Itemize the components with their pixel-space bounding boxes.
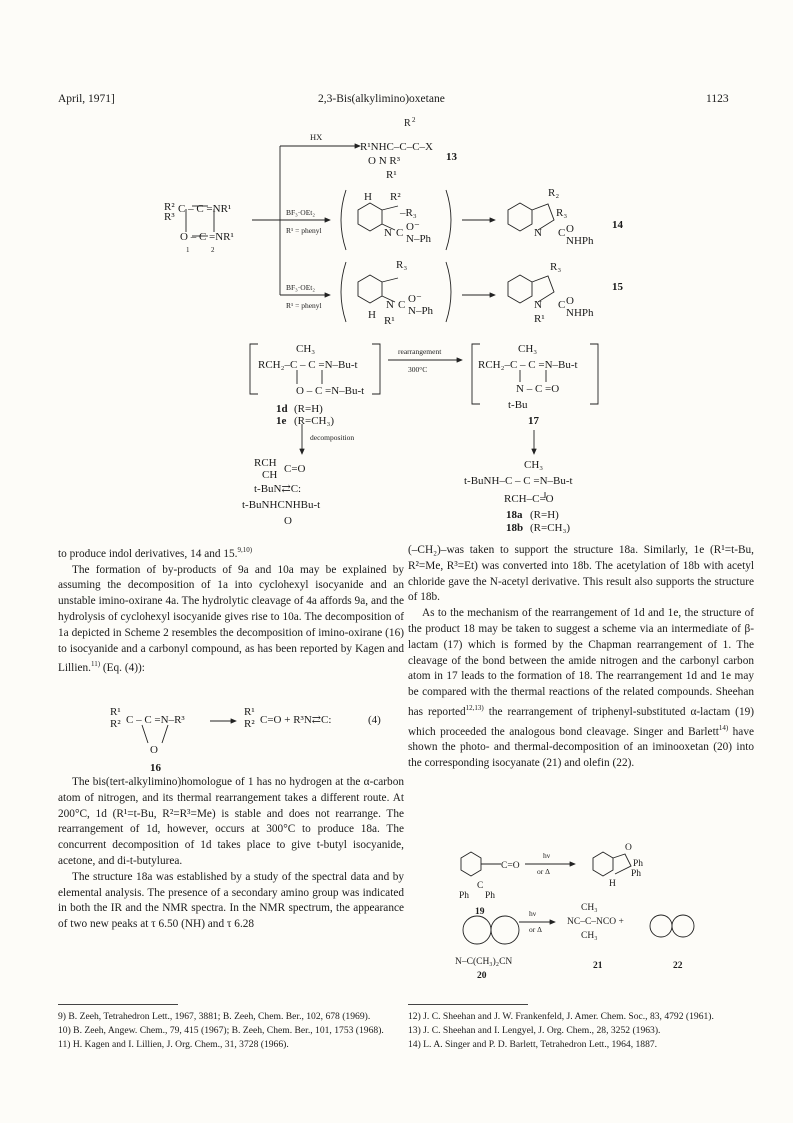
footnote: 14) L. A. Singer and P. D. Barlett, Tetrahedron Lett., 1964, 1887.	[408, 1039, 658, 1050]
reagent-hx: HX	[310, 132, 323, 142]
svg-text:R²: R²	[110, 718, 121, 730]
label-decomposition: decomposition	[310, 433, 355, 442]
svg-text:O⁻: O⁻	[406, 221, 420, 233]
svg-text:O: O	[566, 295, 574, 307]
paragraph: As to the mechanism of the rearrangement of 1d and 1e, the structure of the product 18 may be taken to suggest a scheme via an intermediate of β-lactam (17) which is formed by the Chapman rearrangement of 1. The cleavage of the bond between the amide nitrogen and the carbonyl carbon atom in 17 leads to the formation of 18. The rearrangement 1d and 1e may be compared with the thermal reactions of the related compounds. Sheehan has reported$^{12,13)}$ the rearrangement of triphenyl-substituted α-lactam (19) which proceeded the analogous bond cleavage. Singer and Barlett$^{14)}$ have shown the photo- and thermal-decomposition of an iminooxetan (20) into the corresponding isocyanate (21) and olefin (22).	[408, 607, 754, 769]
svg-text:CH₃: CH₃	[524, 459, 544, 471]
svg-text:R¹NHC–C–C–X: R¹NHC–C–C–X	[360, 141, 433, 153]
reagent-bf3-2: BF₃·OEt₂	[286, 283, 315, 292]
footnotes-right	[408, 1010, 754, 1052]
label-rearrangement: rearrangement	[398, 347, 442, 356]
label-temperature: 300°C	[408, 365, 428, 374]
reagent-bf3-1: BF₃·OEt₂	[286, 208, 315, 217]
svg-text:O: O	[150, 744, 158, 756]
compound-18a-r: (R=H)	[530, 509, 559, 521]
svg-text:Ph: Ph	[459, 891, 470, 901]
compound-18b-r: (R=CH₃)	[530, 522, 570, 534]
svg-text:O: O	[625, 843, 632, 853]
footnote: 13) J. C. Sheehan and I. Lengyel, J. Org. Chem., 28, 3252 (1963).	[408, 1025, 661, 1036]
left-column	[58, 543, 404, 677]
svg-text:Ph: Ph	[485, 891, 496, 901]
svg-text:NC–C–NCO +: NC–C–NCO +	[567, 917, 624, 927]
footnote: 11) H. Kagen and I. Lillien, J. Org. Chem., 31, 3728 (1966).	[58, 1039, 289, 1050]
svg-text:H: H	[609, 879, 616, 889]
svg-text:C – C =N–R³: C – C =N–R³	[126, 714, 185, 726]
svg-text:R²: R²	[244, 718, 255, 730]
running-head-left: April, 1971]	[58, 93, 115, 105]
svg-text:R²: R²	[164, 201, 175, 213]
svg-text:O N R³: O N R³	[368, 155, 401, 167]
paragraph: The bis(tert-alkylimino)homologue of 1 has no hydrogen at the α-carbon atom of nitrogen, and its thermal rearrangement takes a different route. At 200°C, 1d (R¹=t-Bu, R²=R³=Me) is stable and does not rearrange. The rearrangement of 1d, however, occurs at 300°C to produce 18a. The concurrent decomposition of 1d takes place to give t-butyl isocyanide, acetone, and di-t-butylurea.	[58, 776, 404, 867]
svg-text:N: N	[386, 299, 394, 311]
svg-text:R₂: R₂	[548, 187, 560, 199]
condition-r1-phenyl-1: R¹ = phenyl	[286, 226, 322, 235]
svg-text:t-BuNHCNHBu-t: t-BuNHCNHBu-t	[242, 499, 321, 511]
svg-text:N: N	[534, 299, 542, 311]
reaction-scheme-1	[150, 112, 670, 537]
svg-text:t-BuNH–C – C =N–Bu-t: t-BuNH–C – C =N–Bu-t	[464, 475, 573, 487]
svg-text:1: 1	[186, 246, 190, 254]
footnote-rule	[58, 1004, 178, 1005]
svg-text:RCH: RCH	[254, 457, 277, 469]
svg-text:O⁻: O⁻	[408, 293, 422, 305]
footnote: 12) J. C. Sheehan and J. W. Frankenfeld, J. Amer. Chem. Soc., 83, 4792 (1961).	[408, 1011, 714, 1022]
svg-text:CH₃: CH₃	[518, 343, 538, 355]
compound-1d: 1d	[276, 403, 288, 415]
label-hv-1: hν	[543, 851, 551, 860]
svg-text:C=O: C=O	[501, 861, 520, 871]
footnote: 9) B. Zeeh, Tetrahedron Lett., 1967, 3881; B. Zeeh, Chem. Ber., 102, 678 (1969).	[58, 1011, 371, 1022]
svg-text:R₃: R₃	[550, 261, 562, 273]
svg-text:2: 2	[211, 246, 215, 254]
svg-text:CH₃: CH₃	[296, 343, 316, 355]
svg-text:R₃: R₃	[556, 207, 568, 219]
footnote-rule	[408, 1004, 528, 1005]
svg-text:CH₃: CH₃	[581, 903, 598, 913]
compound-19: 19	[475, 907, 485, 917]
compound-18a: 18a	[506, 509, 523, 521]
svg-text:C=O: C=O	[284, 463, 306, 475]
svg-text:2: 2	[412, 116, 416, 124]
svg-text:N–C(CH₃)₂CN: N–C(CH₃)₂CN	[455, 957, 513, 967]
label-or-delta-1: or Δ	[537, 867, 550, 876]
compound-17: 17	[528, 415, 539, 427]
svg-text:H: H	[364, 191, 372, 203]
svg-text:N–Ph: N–Ph	[406, 233, 432, 245]
equation-4	[110, 703, 400, 773]
svg-text:O: O	[284, 515, 292, 527]
svg-text:O – C =N–Bu-t: O – C =N–Bu-t	[296, 385, 365, 397]
compound-18b: 18b	[506, 522, 524, 534]
page-number: 1123	[706, 93, 729, 105]
svg-text:R¹: R¹	[244, 706, 255, 718]
left-column-lower	[58, 775, 404, 933]
condition-r1-phenyl-2: R¹ = phenyl	[286, 301, 322, 310]
svg-text:RCH–C=O: RCH–C=O	[504, 493, 554, 505]
svg-text:N: N	[534, 227, 542, 239]
paragraph: to produce indol derivatives, 14 and 15.$^{9,10)}$	[58, 546, 253, 560]
compound-1d-r: (R=H)	[294, 403, 323, 415]
paragraph: The structure 18a was established by a study of the spectral data and by elemental analysis. The presence of a secondary amino group was indicated in both the IR and the NMR spectra. In the NMR spectrum, the appearance of two new peaks at τ 6.50 (NH) and τ 6.28	[58, 870, 404, 931]
svg-text:R¹: R¹	[110, 706, 121, 718]
svg-text:t-BuN⇄C:: t-BuN⇄C:	[254, 483, 302, 495]
svg-text:N: N	[384, 227, 392, 239]
label-hv-2: hν	[529, 909, 537, 918]
svg-text:t-Bu: t-Bu	[508, 399, 528, 411]
running-head-title: 2,3-Bis(alkylimino)oxetane	[318, 93, 445, 105]
svg-text:O – C =NR¹: O – C =NR¹	[180, 231, 234, 243]
svg-text:R₃: R₃	[396, 259, 408, 271]
compound-21: 21	[593, 961, 603, 971]
compound-16: 16	[150, 762, 161, 773]
compound-14: 14	[612, 219, 623, 231]
svg-text:RCH₂–C – C =N–Bu-t: RCH₂–C – C =N–Bu-t	[478, 359, 578, 371]
svg-text:Ph: Ph	[631, 869, 642, 879]
svg-text:C: C	[477, 881, 484, 891]
svg-text:C=O + R³N⇄C:: C=O + R³N⇄C:	[260, 714, 332, 726]
svg-text:C: C	[558, 227, 566, 239]
svg-text:R³: R³	[164, 211, 175, 223]
svg-text:C: C	[396, 227, 404, 239]
compound-15: 15	[612, 281, 623, 293]
svg-text:H: H	[368, 309, 376, 321]
compound-1e-r: (R=CH₃)	[294, 415, 334, 427]
svg-text:NHPh: NHPh	[566, 307, 594, 319]
svg-text:O: O	[566, 223, 574, 235]
svg-text:R¹: R¹	[384, 315, 395, 327]
svg-text:C – C =NR¹: C – C =NR¹	[178, 203, 232, 215]
reaction-scheme-2	[425, 840, 735, 980]
svg-text:C: C	[558, 299, 566, 311]
svg-text:N – C =O: N – C =O	[516, 383, 560, 395]
compound-22: 22	[673, 961, 683, 971]
svg-text:C: C	[398, 299, 406, 311]
label-or-delta-2: or Δ	[529, 925, 542, 934]
svg-text:N–Ph: N–Ph	[408, 305, 434, 317]
footnote: 10) B. Zeeh, Angew. Chem., 79, 415 (1967); B. Zeeh, Chem. Ber., 101, 1753 (1968).	[58, 1025, 384, 1036]
svg-text:NHPh: NHPh	[566, 235, 594, 247]
svg-text:R¹: R¹	[534, 313, 545, 325]
footnotes-left	[58, 1010, 404, 1052]
paragraph: The formation of by-products of 9a and 10a may be explained by assuming the decomposition of 1a into cyclohexyl isocyanide and an unstable imino-oxirane 4a. The hydrolytic cleavage of 4a affords 9a, and the hydrolysis of cyclohexyl isocyanide gives rise to 10a. The decomposition of 1a depicted in Scheme 2 resembles the decomposition of imino-oxirane (16) to isocyanide and a carbonyl compound, as has been reported by Kagen and Lillien.$^{11)}$ (Eq. (4)):	[58, 563, 404, 675]
svg-text:R: R	[404, 118, 411, 129]
svg-text:–R₃: –R₃	[400, 207, 417, 219]
svg-text:R²: R²	[390, 191, 401, 203]
svg-text:CH: CH	[262, 469, 278, 481]
paragraph: (–CH₂)–was taken to support the structure 18a. Similarly, 1e (R¹=t-Bu, R²=Me, R³=Et) was converted into 18b. The acetylation of 18b with acetyl chloride gave the N-acetyl derivative. This result also supports the structure of 18b.	[408, 544, 754, 604]
compound-13: 13	[446, 151, 457, 163]
right-column	[408, 543, 754, 772]
compound-20: 20	[477, 971, 487, 980]
svg-text:RCH₂–C – C =N–Bu-t: RCH₂–C – C =N–Bu-t	[258, 359, 358, 371]
compound-1e: 1e	[276, 415, 287, 427]
svg-text:R¹: R¹	[386, 169, 397, 181]
svg-text:Ph: Ph	[633, 859, 644, 869]
svg-text:CH₃: CH₃	[581, 931, 598, 941]
equation-number: (4)	[368, 714, 381, 726]
